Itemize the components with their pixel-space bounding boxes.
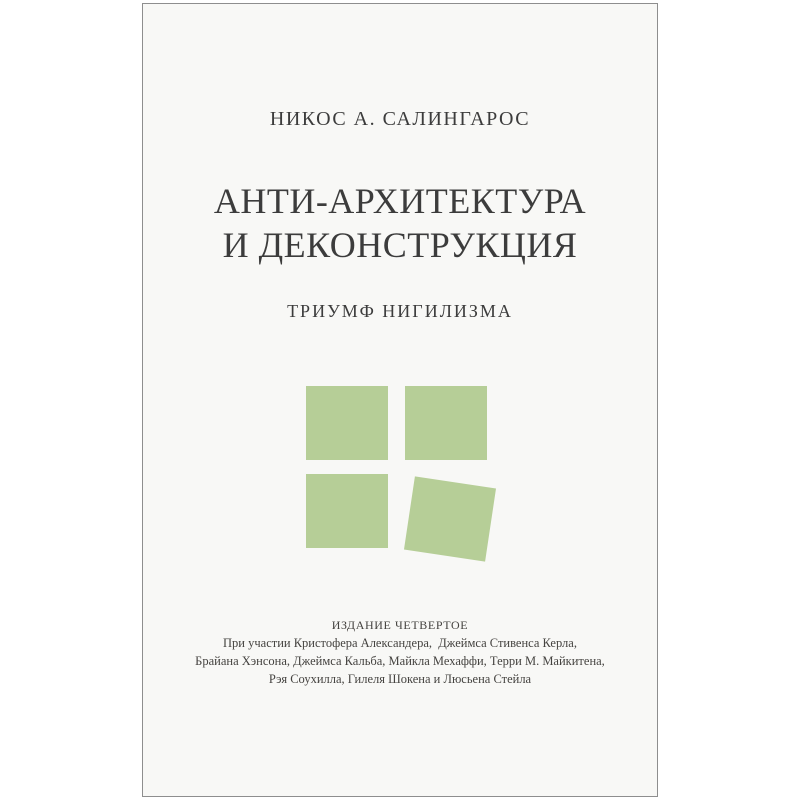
green-square-bottom-right-tilted	[404, 476, 496, 561]
green-square-top-right	[405, 386, 487, 460]
credits-line: Брайана Хэнсона, Джеймса Кальба, Майкла Мехаффи, Терри М. Майкитена,	[195, 654, 605, 668]
book-title-line1: АНТИ-АРХИТЕКТУРА	[213, 181, 587, 221]
credits-line: При участии Кристофера Александера, Джеймса Стивенса Керла,	[223, 636, 577, 650]
book-cover	[142, 3, 658, 797]
book-title-line2: И ДЕКОНСТРУКЦИЯ	[222, 225, 578, 265]
credits-line: Рэя Соухилла, Гилеля Шокена и Люсьена Стейла	[268, 672, 532, 686]
edition-label: ИЗДАНИЕ ЧЕТВЕРТОЕ	[331, 618, 469, 632]
green-square-top-left	[306, 386, 388, 460]
credits-block	[143, 616, 657, 688]
green-square-bottom-left	[306, 474, 388, 548]
book-subtitle: ТРИУМФ НИГИЛИЗМА	[287, 301, 513, 321]
book-title	[143, 179, 657, 267]
author-name: НИКОС А. САЛИНГАРОС	[269, 108, 531, 130]
